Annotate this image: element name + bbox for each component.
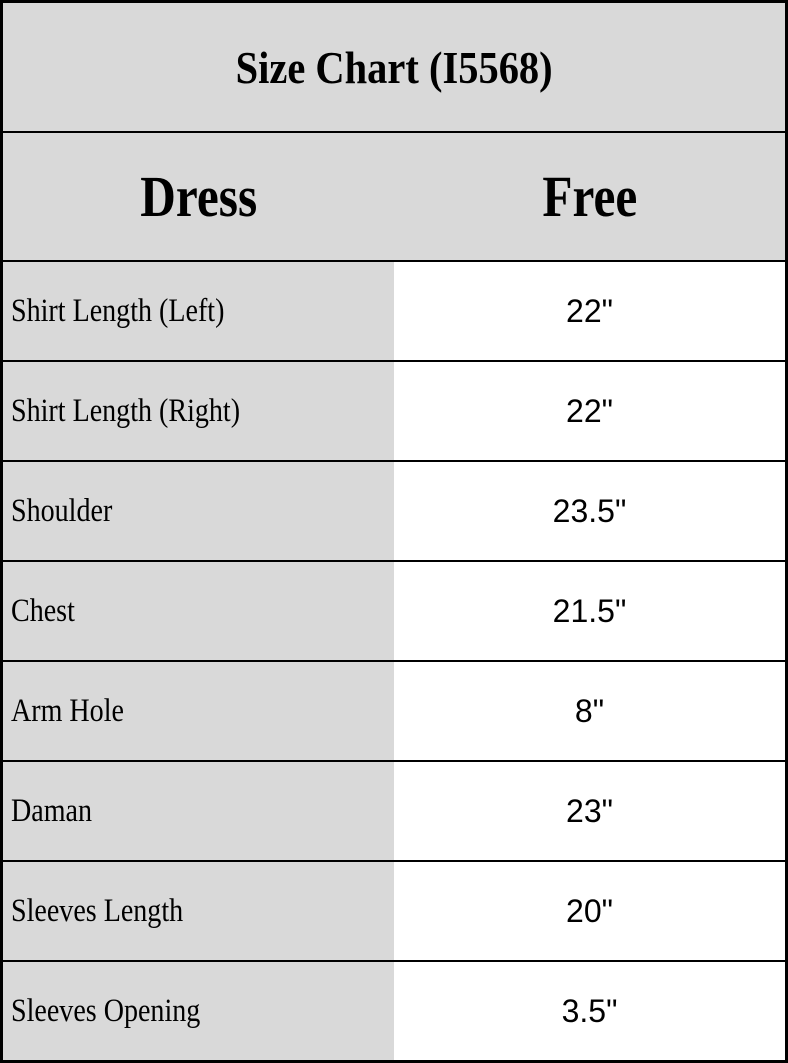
measurement-value: 8" — [574, 692, 605, 729]
measurement-label: Chest — [11, 592, 75, 629]
table-row — [3, 862, 785, 962]
measurement-label: Shirt Length (Right) — [11, 392, 241, 429]
header-row — [3, 131, 785, 262]
table-row — [3, 662, 785, 762]
table-row — [3, 262, 785, 362]
measurement-label: Shirt Length (Left) — [11, 292, 225, 329]
measurement-label: Sleeves Length — [11, 892, 184, 929]
header-cell-free — [394, 133, 785, 260]
table-row — [3, 962, 785, 1060]
measurement-label-cell — [3, 662, 394, 760]
header-label-free: Free — [542, 164, 637, 229]
measurement-value: 23.5" — [552, 492, 627, 529]
title-row — [3, 3, 785, 131]
measurement-label-cell — [3, 762, 394, 860]
measurement-label-cell — [3, 962, 394, 1060]
measurement-label-cell — [3, 362, 394, 460]
measurement-value-cell — [394, 762, 785, 860]
measurement-value-cell — [394, 362, 785, 460]
measurement-value: 20" — [566, 892, 613, 929]
measurement-label: Daman — [11, 792, 93, 829]
measurement-value: 23" — [566, 792, 613, 829]
measurement-value-cell — [394, 662, 785, 760]
measurement-value: 21.5" — [552, 592, 627, 629]
header-cell-dress — [3, 133, 394, 260]
measurement-label: Shoulder — [11, 492, 113, 529]
measurement-value: 3.5" — [561, 992, 618, 1029]
measurement-label-cell — [3, 562, 394, 660]
measurement-value-cell — [394, 462, 785, 560]
measurement-value: 22" — [566, 392, 613, 429]
measurement-label-cell — [3, 862, 394, 960]
measurement-value-cell — [394, 562, 785, 660]
measurement-label: Arm Hole — [11, 692, 124, 729]
chart-title: Size Chart (I5568) — [235, 41, 553, 93]
measurement-value-cell — [394, 962, 785, 1060]
header-label-dress: Dress — [140, 164, 257, 229]
measurement-value-cell — [394, 262, 785, 360]
table-row — [3, 462, 785, 562]
size-table-body — [3, 262, 785, 1060]
measurement-value-cell — [394, 862, 785, 960]
measurement-label-cell — [3, 262, 394, 360]
table-row — [3, 562, 785, 662]
measurement-label-cell — [3, 462, 394, 560]
measurement-value: 22" — [566, 292, 613, 329]
measurement-label: Sleeves Opening — [11, 992, 201, 1029]
table-row — [3, 762, 785, 862]
table-row — [3, 362, 785, 462]
